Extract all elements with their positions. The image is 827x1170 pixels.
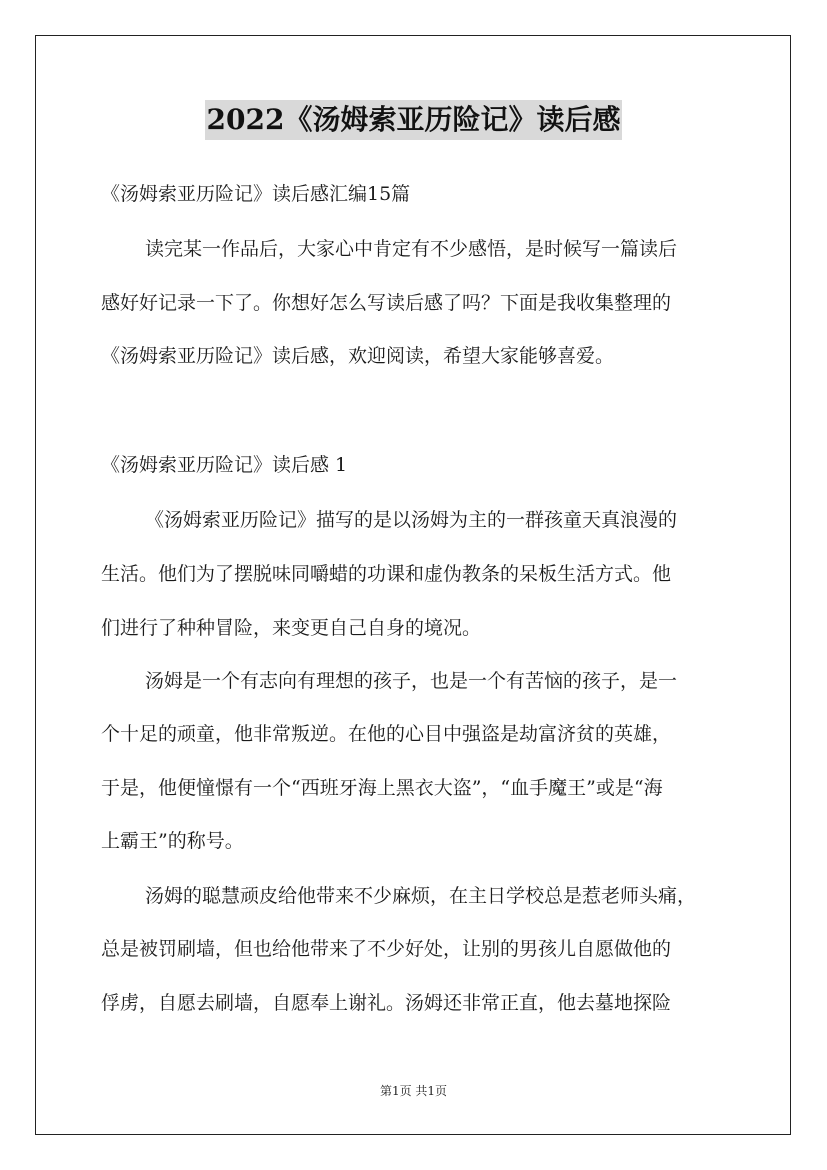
intro-line: 读完某一作品后，大家心中肯定有不少感悟，是时候写一篇读后 bbox=[145, 238, 678, 260]
intro-line: 《汤姆索亚历险记》读后感，欢迎阅读，希望大家能够喜爱。 bbox=[101, 345, 615, 367]
paragraph-line: 汤姆的聪慧顽皮给他带来不少麻烦，在主日学校总是惹老师头痛， bbox=[145, 885, 697, 907]
paragraph-line: 个十足的顽童，他非常叛逆。在他的心目中强盗是劫富济贫的英雄， bbox=[101, 723, 672, 745]
document-title: 2022《汤姆索亚历险记》读后感 bbox=[205, 100, 623, 140]
intro-line: 感好好记录一下了。你想好怎么写读后感了吗？下面是我收集整理的 bbox=[101, 292, 672, 314]
paragraph-line: 俘虏，自愿去刷墙，自愿奉上谢礼。汤姆还非常正直，他去墓地探险 bbox=[101, 992, 672, 1014]
paragraph-line: 《汤姆索亚历险记》描写的是以汤姆为主的一群孩童天真浪漫的 bbox=[145, 509, 678, 531]
page-number: 第1页 共1页 bbox=[379, 1084, 448, 1098]
paragraph-line: 于是，他便憧憬有一个“西班牙海上黑衣大盗”，“血手魔王”或是“海 bbox=[101, 777, 663, 799]
paragraph-line: 上霸王”的称号。 bbox=[101, 830, 244, 852]
title-container bbox=[0, 100, 827, 140]
section-heading: 《汤姆索亚历险记》读后感 1 bbox=[101, 454, 348, 476]
paragraph-line: 总是被罚刷墙，但也给他带来了不少好处，让别的男孩儿自愿做他的 bbox=[101, 938, 672, 960]
paragraph-line: 汤姆是一个有志向有理想的孩子，也是一个有苦恼的孩子，是一 bbox=[145, 670, 678, 692]
paragraph-line: 生活。他们为了摆脱味同嚼蜡的功课和虚伪教条的呆板生活方式。他 bbox=[101, 563, 672, 585]
document-subtitle: 《汤姆索亚历险记》读后感汇编15篇 bbox=[101, 183, 411, 205]
paragraph-line: 们进行了种种冒险，来变更自己自身的境况。 bbox=[101, 617, 482, 639]
